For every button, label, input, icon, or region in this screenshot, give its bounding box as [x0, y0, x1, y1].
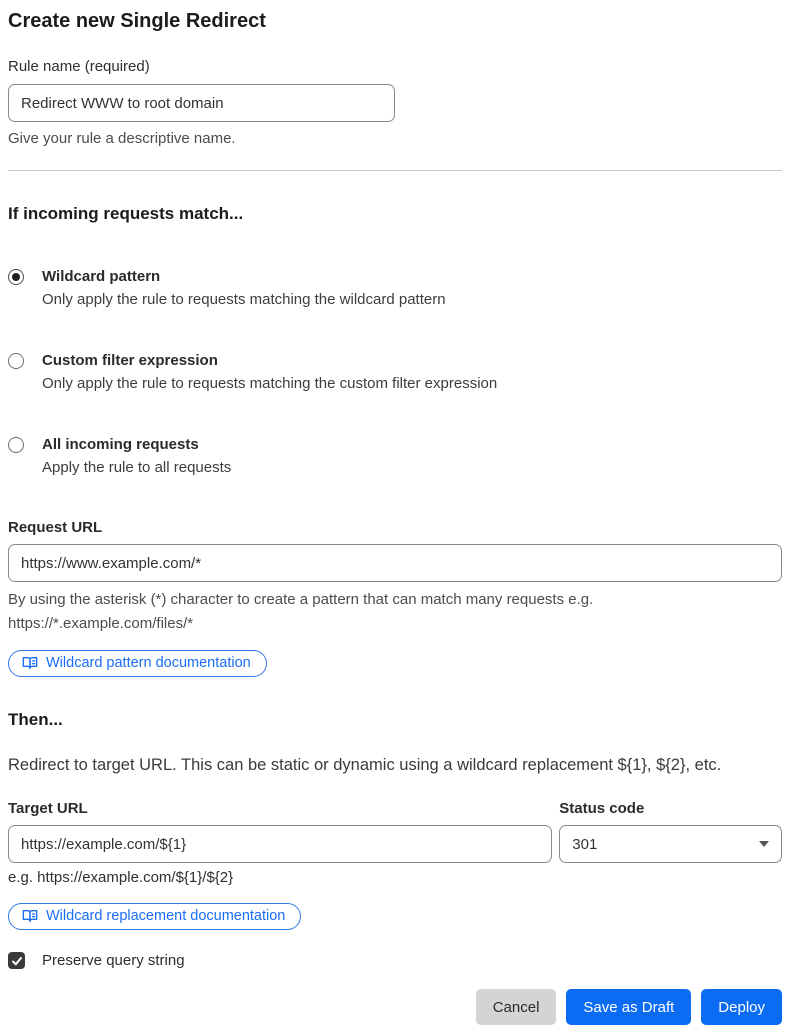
preserve-query-string-row[interactable]	[8, 952, 782, 969]
rule-name-input[interactable]	[8, 84, 395, 122]
book-open-icon	[22, 908, 38, 924]
target-url-input[interactable]	[8, 825, 552, 863]
request-url-helper-line1: By using the asterisk (*) character to create a pattern that can match many requests e.g.	[8, 591, 594, 608]
radio-unselected-icon[interactable]	[8, 353, 24, 369]
request-url-label: Request URL	[8, 519, 103, 536]
request-url-helper-line2: https://*.example.com/files/*	[8, 615, 194, 632]
doc-button-label: Wildcard pattern documentation	[46, 654, 251, 671]
radio-option-wildcard-pattern[interactable]	[8, 266, 782, 312]
then-description: Redirect to target URL. This can be static or dynamic using a wildcard replacement ${1}, ${2}, etc.	[8, 756, 722, 774]
rule-name-label: Rule name (required)	[8, 58, 150, 75]
page-title: Create new Single Redirect	[8, 10, 266, 32]
target-url-label: Target URL	[8, 800, 88, 817]
target-url-helper: e.g. https://example.com/${1}/${2}	[8, 869, 234, 886]
checkbox-checked-icon[interactable]	[8, 952, 25, 969]
radio-description: Only apply the rule to requests matching the wildcard pattern	[42, 291, 446, 308]
preserve-query-string-label: Preserve query string	[42, 952, 185, 969]
wildcard-replacement-documentation-button[interactable]	[8, 903, 301, 930]
deploy-button[interactable]: Deploy	[701, 989, 782, 1025]
status-code-label: Status code	[559, 800, 645, 817]
request-url-input[interactable]	[8, 544, 782, 582]
radio-selected-icon[interactable]	[8, 269, 24, 285]
chevron-down-icon	[759, 841, 769, 847]
then-section-heading: Then...	[8, 710, 63, 729]
radio-label: All incoming requests	[42, 436, 199, 453]
radio-option-custom-filter-expression[interactable]	[8, 350, 782, 396]
wildcard-pattern-documentation-button[interactable]	[8, 650, 267, 677]
footer-actions	[8, 989, 782, 1025]
radio-option-all-incoming-requests[interactable]	[8, 434, 782, 480]
book-open-icon	[22, 655, 38, 671]
section-divider	[8, 170, 782, 171]
radio-label: Wildcard pattern	[42, 268, 161, 285]
status-code-select[interactable]	[559, 825, 782, 863]
radio-label: Custom filter expression	[42, 352, 218, 369]
radio-unselected-icon[interactable]	[8, 437, 24, 453]
doc-button-label: Wildcard replacement documentation	[46, 907, 286, 924]
radio-description: Only apply the rule to requests matching the custom filter expression	[42, 375, 498, 392]
cancel-button[interactable]: Cancel	[476, 989, 557, 1025]
rule-name-helper: Give your rule a descriptive name.	[8, 130, 236, 147]
match-options-group	[8, 266, 782, 480]
status-code-value: 301	[572, 835, 598, 853]
target-and-status-row	[8, 798, 782, 863]
match-section-heading: If incoming requests match...	[8, 204, 244, 223]
radio-description: Apply the rule to all requests	[42, 459, 232, 476]
save-as-draft-button[interactable]: Save as Draft	[566, 989, 691, 1025]
